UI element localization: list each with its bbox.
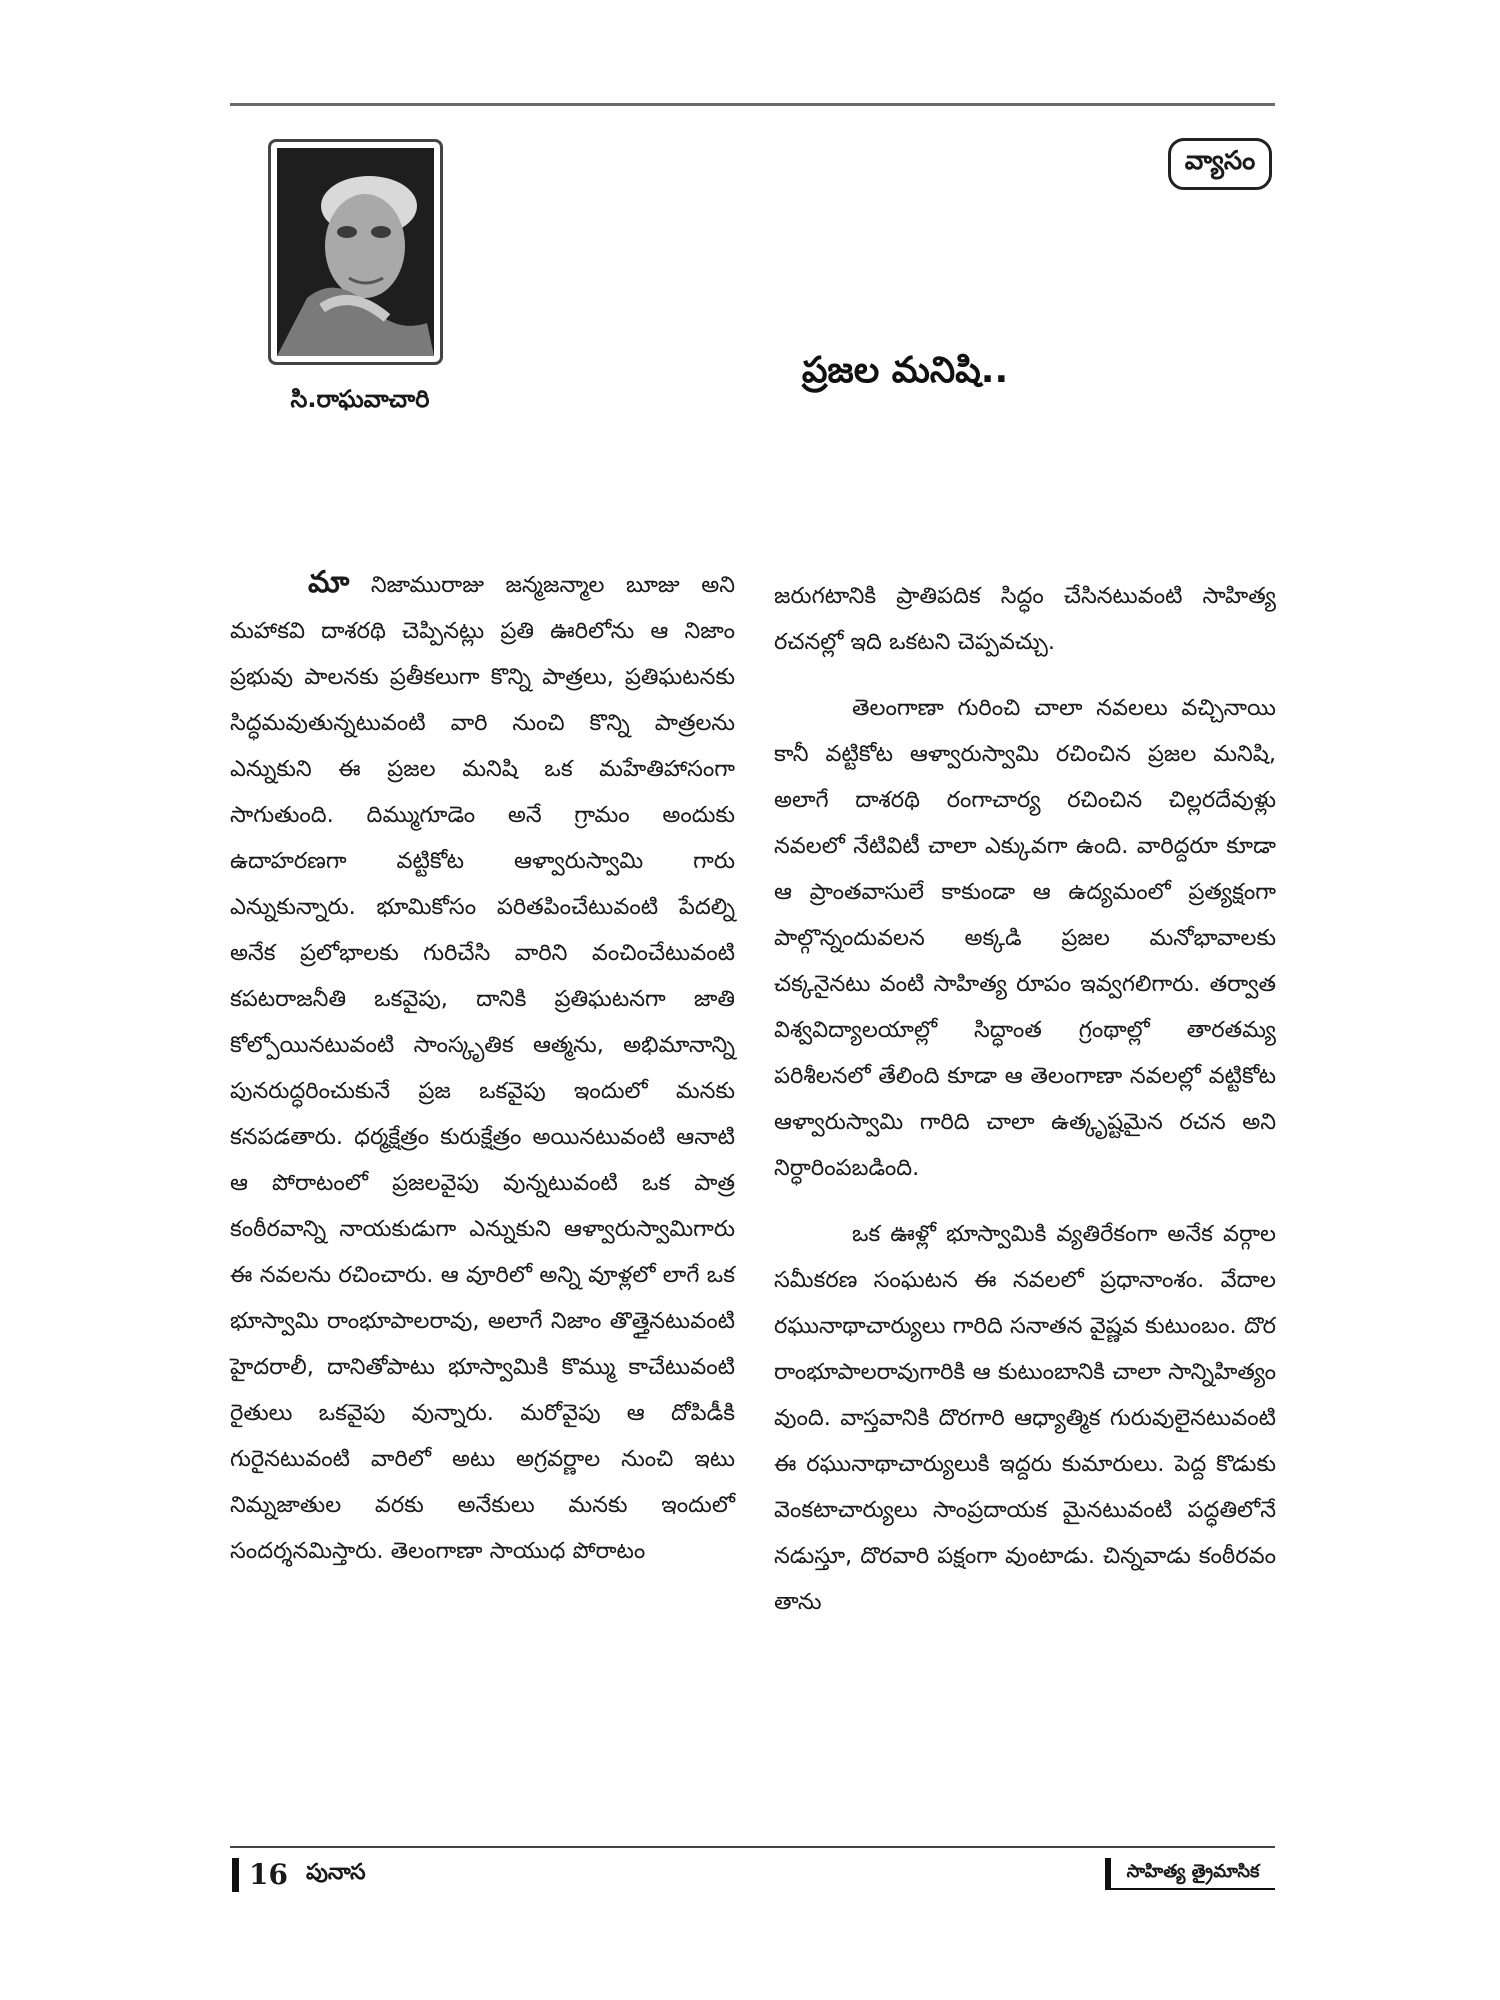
bottom-rule xyxy=(230,1846,1275,1848)
footer-left xyxy=(232,1858,366,1892)
right-column xyxy=(774,573,1276,1625)
author-photo xyxy=(268,139,443,365)
portrait-icon xyxy=(277,148,434,356)
left-column xyxy=(230,560,735,1574)
author-name: సి.రాఘవాచారి xyxy=(290,385,430,413)
left-column-text: నిజామురాజు జన్మజన్మాల బూజు అని మహాకవి దాశరథి చెప్పినట్లు ప్రతి ఊరిలోను ఆ నిజాం ప్రభువు పాలనకు ప్రతీకలుగా కొన్ని పాత్రలు, ప్రతిఘటనకు సిద్ధమవుతున్నటువంటి వారి నుంచి కొన్ని పాత్రలను ఎన్నుకుని ఈ ప్రజల మనిషి ఒక మహేతిహాసంగా సాగుతుంది. దిమ్ముగూడెం అనే గ్రామం అందుకు ఉదాహరణగా వట్టికోట ఆళ్వారుస్వామి గారు ఎన్నుకున్నారు. భూమికోసం పరితపించేటువంటి పేదల్ని అనేక ప్రలోభాలకు గురిచేసి వారిని వంచించేటువంటి కపటరాజనీతి ఒకవైపు, దానికి ప్రతిఘటనగా జాతి కోల్పోయినటువంటి సాంస్కృతిక ఆత్మను, అభిమానాన్ని పునరుద్ధరించుకునే ప్రజ ఒకవైపు ఇందులో మనకు కనపడతారు. ధర్మక్షేత్రం కురుక్షేత్రం అయినటువంటి ఆనాటి ఆ పోరాటంలో ప్రజలవైపు వున్నటువంటి ఒక పాత్ర కంఠీరవాన్ని నాయకుడుగా ఎన్నుకుని ఆళ్వారుస్వామిగారు ఈ నవలను రచించారు. ఆ వూరిలో అన్ని వూళ్లలో లాగే ఒక భూస్వామి రాంభూపాలరావు, అలాగే నిజాం తొత్తైనటువంటి హైదరాలీ, దానితోపాటు భూస్వామికి కొమ్ము కాచేటువంటి రైతులు ఒకవైపు వున్నారు. మరోవైపు ఆ దోపిడీకి గురైనటువంటి వారిలో అటు అగ్రవర్ణాల నుంచి ఇటు నిమ్నజాతుల వరకు అనేకులు మనకు ఇందులో సందర్శనమిస్తారు. తెలంగాణా సాయుధ పోరాటం xyxy=(230,572,735,1564)
drop-word: మా xyxy=(308,565,350,600)
author-portrait-image xyxy=(277,148,434,356)
left-paragraph xyxy=(230,560,735,1574)
page-number: 16 xyxy=(232,1858,298,1892)
top-rule xyxy=(230,103,1275,106)
right-paragraph-3: ఒక ఊళ్లో భూస్వామికి వ్యతిరేకంగా అనేక వర్గాల సమీకరణ సంఘటన ఈ నవలలో ప్రధానాంశం. వేదాల రఘునాథాచార్యులు గారిది సనాతన వైష్ణవ కుటుంబం. దొర రాంభూపాలరావుగారికి ఆ కుటుంబానికి చాలా సాన్నిహిత్యం వుంది. వాస్తవానికి దొరగారి ఆధ్యాత్మిక గురువులైనటువంటి ఈ రఘునాథాచార్యులుకి ఇద్దరు కుమారులు. పెద్ద కొడుకు వెంకటాచార్యులు సాంప్రదాయక మైనటువంటి పద్ధతిలోనే నడుస్తూ, దొరవారి పక్షంగా వుంటాడు. చిన్నవాడు కంఠీరవం తాను xyxy=(774,1221,1276,1615)
section-tag: వ్యాసం xyxy=(1168,138,1272,190)
right-paragraph-2: తెలంగాణా గురించి చాలా నవలలు వచ్చినాయి కానీ వట్టికోట ఆళ్వారుస్వామి రచించిన ప్రజల మనిషి, అలాగే దాశరథి రంగాచార్య రచించిన చిల్లరదేవుళ్లు నవలలో నేటివిటీ చాలా ఎక్కువగా ఉంది. వారిద్దరూ కూడా ఆ ప్రాంతవాసులే కాకుండా ఆ ఉద్యమంలో ప్రత్యక్షంగా పాల్గొన్నందువలన అక్కడి ప్రజల మనోభావాలకు చక్కనైనటు వంటి సాహిత్య రూపం ఇవ్వగలిగారు. తర్వాత విశ్వవిద్యాలయాల్లో సిద్ధాంత గ్రంథాల్లో తారతమ్య పరిశీలనలో తేలింది కూడా ఆ తెలంగాణా నవలల్లో వట్టికోట ఆళ్వారుస్వామి గారిది చాలా ఉత్కృష్టమైన రచన అని నిర్ధారింపబడింది. xyxy=(774,695,1276,1181)
right-paragraph-1: జరుగటానికి ప్రాతిపదిక సిద్ధం చేసినటువంటి సాహిత్య రచనల్లో ఇది ఒకటని చెప్పవచ్చు. xyxy=(774,583,1276,655)
magazine-type: సాహిత్య త్రైమాసిక xyxy=(1105,1858,1275,1890)
magazine-name: పునాస xyxy=(305,1860,366,1885)
article-title: ప్రజల మనిషి.. xyxy=(801,350,1009,391)
